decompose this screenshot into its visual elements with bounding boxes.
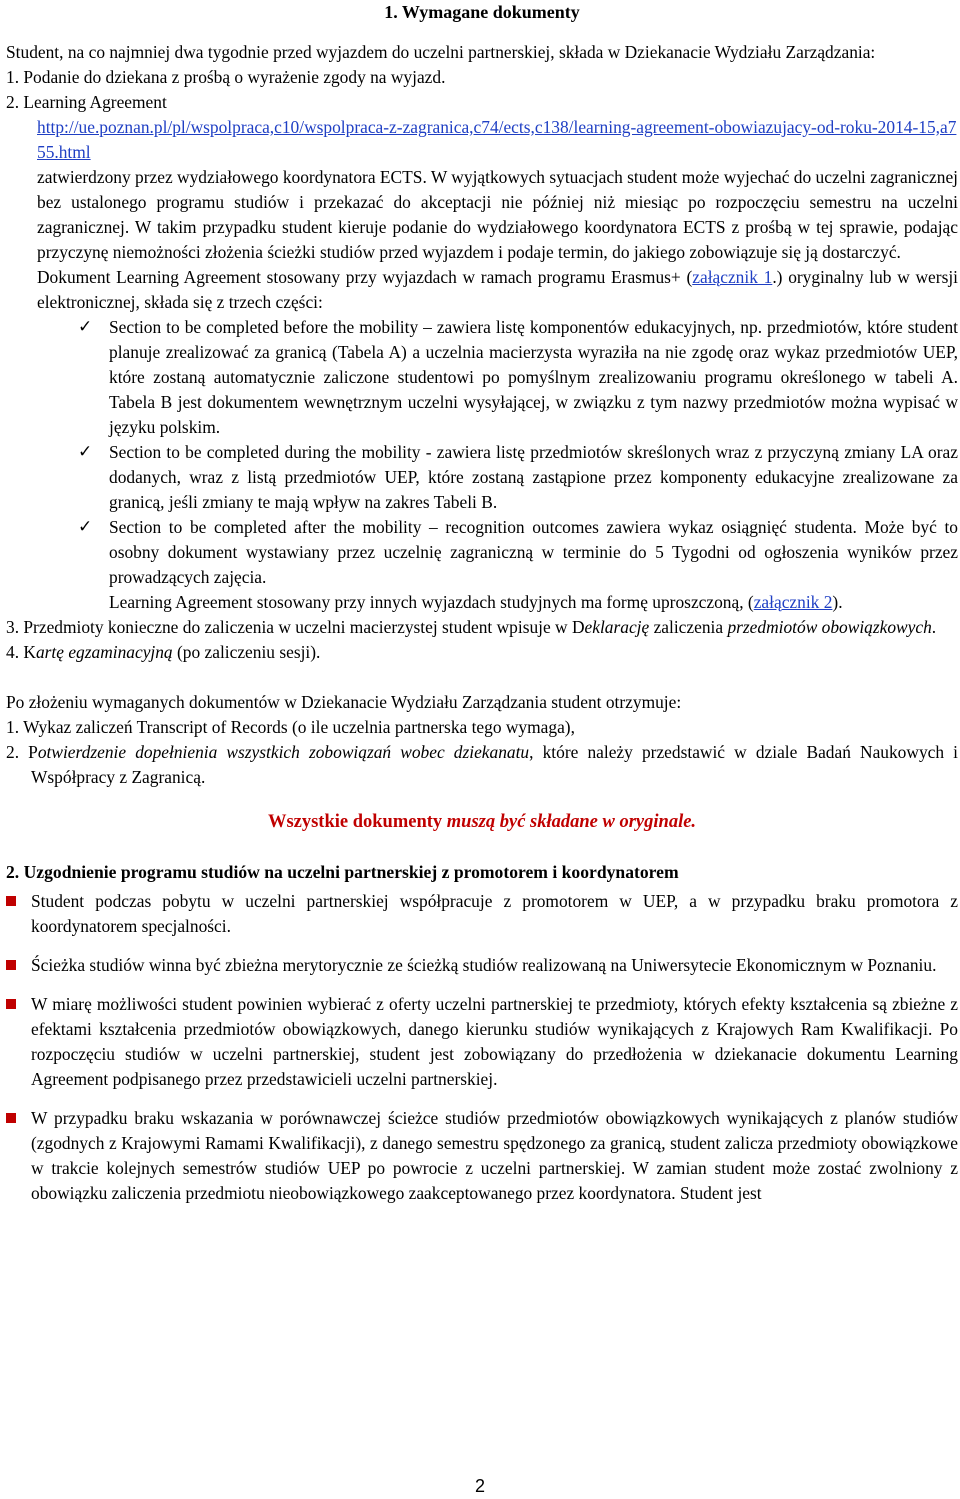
required-item-1: 1. Podanie do dziekana z prośbą o wyrażenie zgody na wyjazd. (6, 67, 446, 87)
item4-text-a: 4. K (6, 642, 36, 662)
learning-agreement-link[interactable]: http://ue.poznan.pl/pl/wspolpraca,c10/wspolpraca-z-zagranica,c74/ects,c138/learning-agreement-obowiazujacy-od-roku-2014-15,a755.html (37, 117, 957, 162)
learning-agreement-description: zatwierdzony przez wydziałowego koordynatora ECTS. W wyjątkowych sytuacjach student może wyjechać do uczelni zagranicznej bez ustalonego programu studiów i przekazać do akceptacji nie później niż miesiąc po rozpoczęciu semestru na uczelni zagranicznej. W takim przypadku student kieruje podanie do wydziałowego koordynatora ECTS z prośbą w tej sprawie, podając przyczynę niemożności złożenia ścieżki studiów przed wyjazdem i podaje termin, do jakiego zobowiązuje się ją dostarczyć. (37, 167, 958, 262)
red-square-bullet-icon (6, 960, 16, 970)
warning-text: Wszystkie dokumenty (267, 812, 447, 832)
red-square-bullet-icon (6, 896, 16, 906)
item4-text-b: (po zaliczeniu sesji). (172, 642, 321, 662)
page-number: 2 (474, 1476, 485, 1496)
item4-emphasis: artę egzaminacyjną (35, 642, 173, 662)
red-square-bullet-icon (6, 1113, 16, 1123)
check-list-item (6, 515, 958, 590)
after2-text-a: 2. P (6, 742, 38, 762)
learning-agreement-link-para (6, 115, 958, 165)
bullet-list-item (6, 953, 958, 978)
bullet-text: W miarę możliwości student powinien wybierać z oferty uczelni partnerskiej te przedmioty, których efekty kształcenia są zbieżne z efektami kształcenia przedmiotów obowiązkowych, danego kierunku studiów wynikających z Krajowych Ram Kwalifikacji. Po rozpoczęciu studiów w uczelni partnerskiej, student jest zobowiązany do przedłożenia w dziekanacie dokumentu Learning Agreement podpisanego przez przedstawicieli uczelni partnerskiej. (31, 994, 958, 1089)
item3-emphasis: eklarację (584, 617, 650, 637)
check-list-item (6, 315, 958, 440)
attachment-2-link[interactable]: załącznik 2 (753, 592, 833, 612)
item3-text-b: zaliczenia (649, 617, 728, 637)
erasmus-text-b: .) oryginalny lub w wersji elektronicznej, składa się z trzech części: (37, 267, 958, 312)
check-item-text: Section to be completed before the mobility – zawiera listę komponentów edukacyjnych, np. przedmiotów, które student planuje zrealizować za granicą (Tabela A) a uczelnia macierzysta wyraziła na nie zgodę oraz wykaz przedmiotów UEP, które zostaną automatycznie zaliczone studentowi po pomyślnym zrealizowaniu programu określonego w tabeli A. Tabela B jest dokumentem wewnętrznym uczelni wysyłającej, w związku z tym nazwy przedmiotów można wypisać w języku polskim. (109, 317, 958, 437)
other-trips-text-b: ). (832, 592, 843, 612)
section1-intro: Student, na co najmniej dwa tygodnie przed wyjazdem do uczelni partnerskiej, składa w Dziekanacie Wydziału Zarządzania: (6, 42, 876, 62)
learning-agreement-erasmus-para (6, 265, 958, 315)
check-icon: ✓ (78, 442, 93, 462)
required-item-2-label: 2. Learning Agreement (6, 92, 167, 112)
check-item-text: Section to be completed after the mobility – recognition outcomes zawiera wykaz osiągnięć studenta. Może być to osobny dokument wystawiany przez uczelnię zagraniczną w terminie do 5 Tygodni od ogłoszenia wyników przez prowadzących zajęcia. (109, 517, 958, 587)
check-list-item (6, 440, 958, 515)
other-trips-text-a: Learning Agreement stosowany przy innych wyjazdach studyjnych ma formę uproszczoną, ( (109, 592, 754, 612)
other-trips-para (6, 590, 958, 615)
required-item-3 (6, 615, 958, 640)
bullet-text: Ścieżka studiów winna być zbieżna merytorycznie ze ścieżką studiów realizowaną na Uniwersytecie Ekonomicznym w Poznaniu. (31, 955, 937, 975)
after-submission-intro: Po złożeniu wymaganych dokumentów w Dziekanacie Wydziału Zarządzania student otrzymuje: (6, 692, 682, 712)
document-page (6, 0, 958, 1206)
after-submission-item-2 (6, 740, 958, 790)
item3-text-a: 3. Przedmioty konieczne do zaliczenia w uczelni macierzystej student wpisuje w D (6, 617, 585, 637)
check-icon: ✓ (78, 317, 93, 337)
erasmus-text-a: Dokument Learning Agreement stosowany przy wyjazdach w ramach programu Erasmus+ ( (37, 267, 693, 287)
after-submission-item-1: 1. Wykaz zaliczeń Transcript of Records (o ile uczelnia partnerska tego wymaga), (6, 717, 575, 737)
bullet-list-item (6, 992, 958, 1092)
attachment-1-link[interactable]: załącznik 1 (692, 267, 773, 287)
bullet-text: W przypadku braku wskazania w porównawczej ścieżce studiów przedmiotów obowiązkowych wynikających z planów studiów (zgodnych z Krajowymi Ramami Kwalifikacji), z danego semestru spędzonego za granicą, student zalicza przedmioty obowiązkowe w trakcie kolejnych semestrów studiów UEP po powrocie z uczelni partnerskiej. W zamian student może zostać zwolniony z obowiązku zaliczenia przedmiotu nieobowiązkowego zaakceptowanego przez koordynatora. Student jest (31, 1108, 958, 1203)
warning-emphasis: muszą być składane w oryginale. (446, 812, 697, 832)
item3-text-c: . (931, 617, 937, 637)
section2-title: 2. Uzgodnienie programu studiów na uczelni partnerskiej z promotorem i koordynatorem (6, 862, 679, 882)
after2-text-b: , które należy przedstawić w dziale Badań Naukowych i Współpracy z Zagranicą. (31, 742, 959, 787)
originals-warning (6, 810, 958, 835)
check-item-text: Section to be completed during the mobility - zawiera listę przedmiotów skreślonych wraz z przyczyną zmiany LA oraz dodanych, wraz z listą przedmiotów UEP, które zostaną zastąpione przez komponenty edukacyjne zrealizowane za granicą, jeśli zmiany te mają wpływ na zakres Tabeli B. (109, 442, 958, 512)
after2-emphasis: otwierdzenie dopełnienia wszystkich zobowiązań wobec dziekanatu (37, 742, 530, 762)
bullet-list-item (6, 889, 958, 939)
item3-emphasis-2: przedmiotów obowiązkowych (727, 617, 932, 637)
section1-title: 1. Wymagane dokumenty (384, 2, 580, 22)
red-square-bullet-icon (6, 999, 16, 1009)
bullet-text: Student podczas pobytu w uczelni partnerskiej współpracuje z promotorem w UEP, a w przypadku braku promotora z koordynatorem specjalności. (31, 891, 958, 936)
required-item-4 (6, 640, 958, 665)
bullet-list-item (6, 1106, 958, 1206)
check-icon: ✓ (78, 517, 93, 537)
